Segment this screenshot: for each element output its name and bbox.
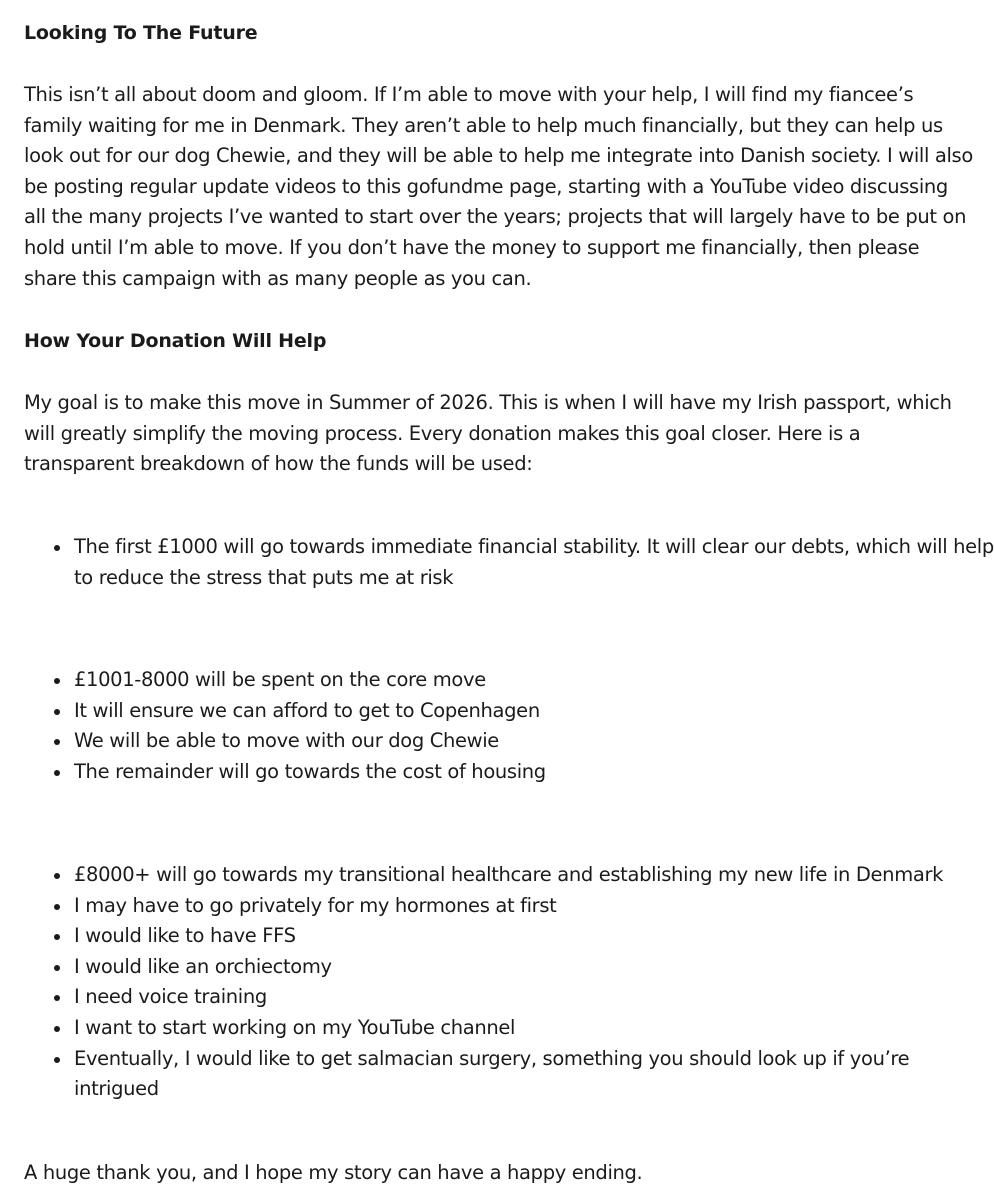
list-item: I want to start working on my YouTube channel	[74, 1013, 994, 1044]
list-item: I would like an orchiectomy	[74, 952, 994, 983]
paragraph-future: This isn’t all about doom and gloom. If I’m able to move with your help, I will find my fiancee’s family waiting for me in Denmark. They aren’t able to help much financially, but they can help us look out for our dog Chewie, and they will be able to help me integrate into Danish society. I will also be posting regular update videos to this gofundme page, starting with a YouTube video discussing all the many projects I’ve wanted to start over the years; projects that will largely have to be put on hold until I’m able to move. If you don’t have the money to support me financially, then please share this campaign with as many people as you can.	[24, 83, 973, 290]
list-item: £8000+ will go towards my transitional healthcare and establishing my new life in Denmark	[74, 860, 994, 891]
list-item: The first £1000 will go towards immediate financial stability. It will clear our debts, which will help to reduce the stress that puts me at risk	[74, 532, 994, 593]
list-item: I need voice training	[74, 982, 994, 1013]
list-item: Eventually, I would like to get salmacian surgery, something you should look up if you’re intrigued	[74, 1044, 994, 1105]
funds-list-first	[24, 532, 994, 593]
funds-list-second	[24, 665, 994, 787]
list-item: I would like to have FFS	[74, 921, 994, 952]
paragraph-donation: My goal is to make this move in Summer of 2026. This is when I will have my Irish passport, which will greatly simplify the moving process. Every donation makes this goal closer. Here is a transparent breakdown of how the funds will be used:	[24, 391, 952, 476]
list-item: The remainder will go towards the cost of housing	[74, 757, 994, 788]
list-item: I may have to go privately for my hormones at first	[74, 891, 994, 922]
funds-list-third	[24, 860, 994, 1105]
list-item: It will ensure we can afford to get to Copenhagen	[74, 696, 994, 727]
section-heading-donation: How Your Donation Will Help	[24, 330, 327, 352]
list-item: £1001-8000 will be spent on the core move	[74, 665, 994, 696]
list-item: We will be able to move with our dog Chewie	[74, 726, 994, 757]
section-heading-future: Looking To The Future	[24, 22, 258, 44]
closing-paragraph: A huge thank you, and I hope my story can have a happy ending.	[24, 1161, 643, 1184]
